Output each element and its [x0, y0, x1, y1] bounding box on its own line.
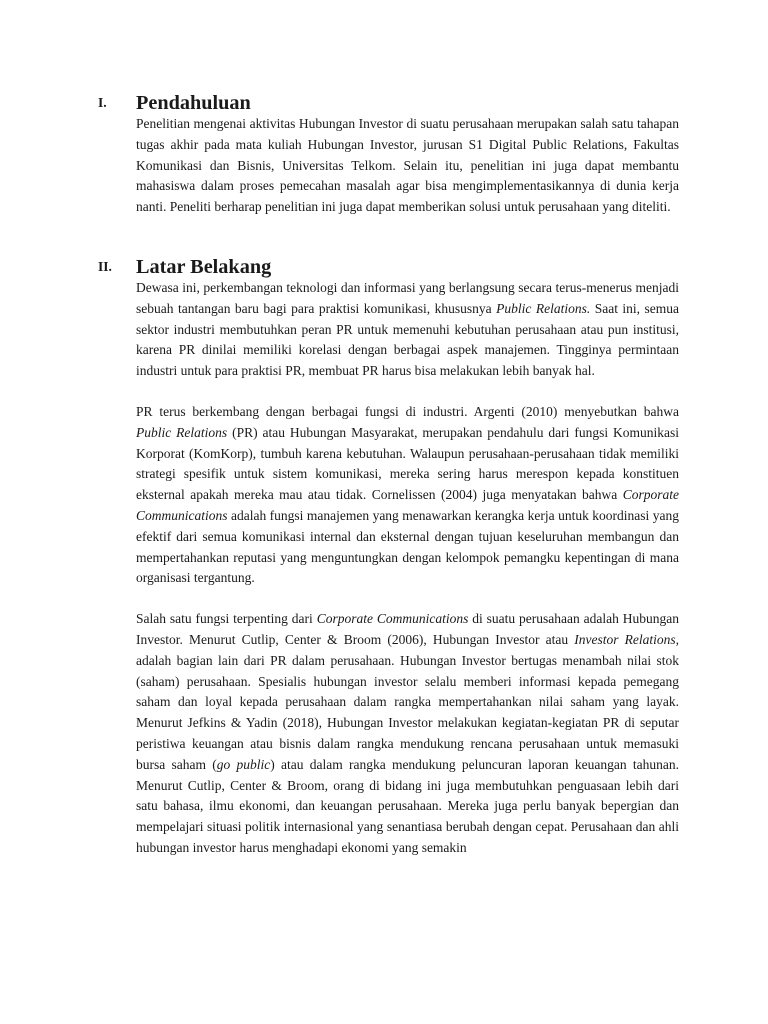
paragraph [136, 609, 679, 859]
italic-term: Investor Relations, [574, 631, 680, 647]
section-body [136, 92, 679, 218]
italic-term: Corporate Communications [316, 611, 469, 627]
text-run: adalah bagian lain dari PR dalam perusahaan. Hubungan Investor bertugas menambah nilai stok (saham) perusahaan. Spesialis hubungan investor selalu memberi informasi kepada pemegang saham dan loyal kepada perusahaan dalam rangka mempertahankan nilai saham yang layak. Menurut Jefkins & Yadin (2018), Hubungan Investor melakukan kegiatan-kegiatan PR di seputar peristiwa keuangan atau bisnis dalam rangka mendukung rencana perusahaan untuk memasuki bursa saham ( [136, 652, 679, 772]
text-run: Penelitian mengenai aktivitas Hubungan Investor di suatu perusahaan merupakan salah satu tahapan tugas akhir pada mata kuliah Hubungan Investor, jurusan S1 Digital Public Relations, Fakultas Komunikasi dan Bisnis, Universitas Telkom. Selain itu, penelitian ini juga dapat membantu mahasiswa dalam proses pemecahan masalah agar bisa mengimplementasikannya di dunia kerja nanti. Peneliti berharap penelitian ini juga dapat memberikan solusi untuk perusahaan yang diteliti. [136, 116, 679, 215]
italic-term: Public Relations. [496, 300, 591, 316]
section-body [136, 256, 679, 859]
text-run: ) atau dalam rangka mendukung peluncuran laporan keuangan tahunan. Menurut Cutlip, Center & Broom, orang di bidang ini juga membutuhkan penguasaan lebih dari satu bahasa, ilmu ekonomi, dan keuangan perusahaan. Mereka juga perlu banyak bepergian dan mempelajari situasi politik internasional yang senantiasa berubah dengan cepat. Perusahaan dan ahli hubungan investor harus menghadapi ekonomi yang semakin [136, 756, 679, 855]
text-run: Saat ini, semua sektor industri membutuhkan peran PR untuk memenuhi kebutuhan perusahaan atau pun institusi, karena PR dinilai memiliki korelasi dengan berbagai aspek manajemen. Tingginya permintaan industri untuk para praktisi PR, membuat PR harus bisa melakukan lebih banyak hal. [136, 300, 680, 379]
section-heading: Pendahuluan [136, 92, 251, 114]
paragraph [136, 278, 679, 382]
italic-term: Public Relations [136, 424, 228, 440]
section-heading: Latar Belakang [136, 256, 272, 278]
section-number: I. [98, 95, 107, 110]
paragraph [136, 114, 679, 218]
italic-term: Corporate Communications [136, 487, 679, 523]
italic-term: go public [216, 756, 271, 772]
text-run: di suatu perusahaan adalah Hubungan Investor. Menurut Cutlip, Center & Broom (2006), Hubungan Investor atau [136, 611, 679, 647]
text-run: (PR) atau Hubungan Masyarakat, merupakan pendahulu dari fungsi Komunikasi Korporat (KomKorp), tumbuh karena kebutuhan. Walaupun perusahaan-perusahaan tidak memiliki strategi spesifik untuk sistem komunikasi, mereka sering harus merespon kepada konstituen eksternal apakah mereka mau atau tidak. Cornelissen (2004) juga menyatakan bahwa [136, 424, 680, 503]
text-run: adalah fungsi manajemen yang menawarkan kerangka kerja untuk koordinasi yang efektif dari semua komunikasi internal dan eksternal dengan tujuan keseluruhan membangun dan mempertahankan reputasi yang menguntungkan dengan kelompok pemangku kepentingan di mana organisasi tergantung. [136, 507, 679, 586]
text-run: Dewasa ini, perkembangan teknologi dan informasi yang berlangsung secara terus-menerus menjadi sebuah tantangan baru bagi para praktisi komunikasi, khususnya [136, 280, 679, 316]
text-run: PR terus berkembang dengan berbagai fungsi di industri. Argenti (2010) menyebutkan bahwa [136, 403, 679, 419]
section-number: II. [98, 259, 112, 274]
paragraph [136, 402, 679, 589]
text-run: Salah satu fungsi terpenting dari [136, 611, 317, 627]
